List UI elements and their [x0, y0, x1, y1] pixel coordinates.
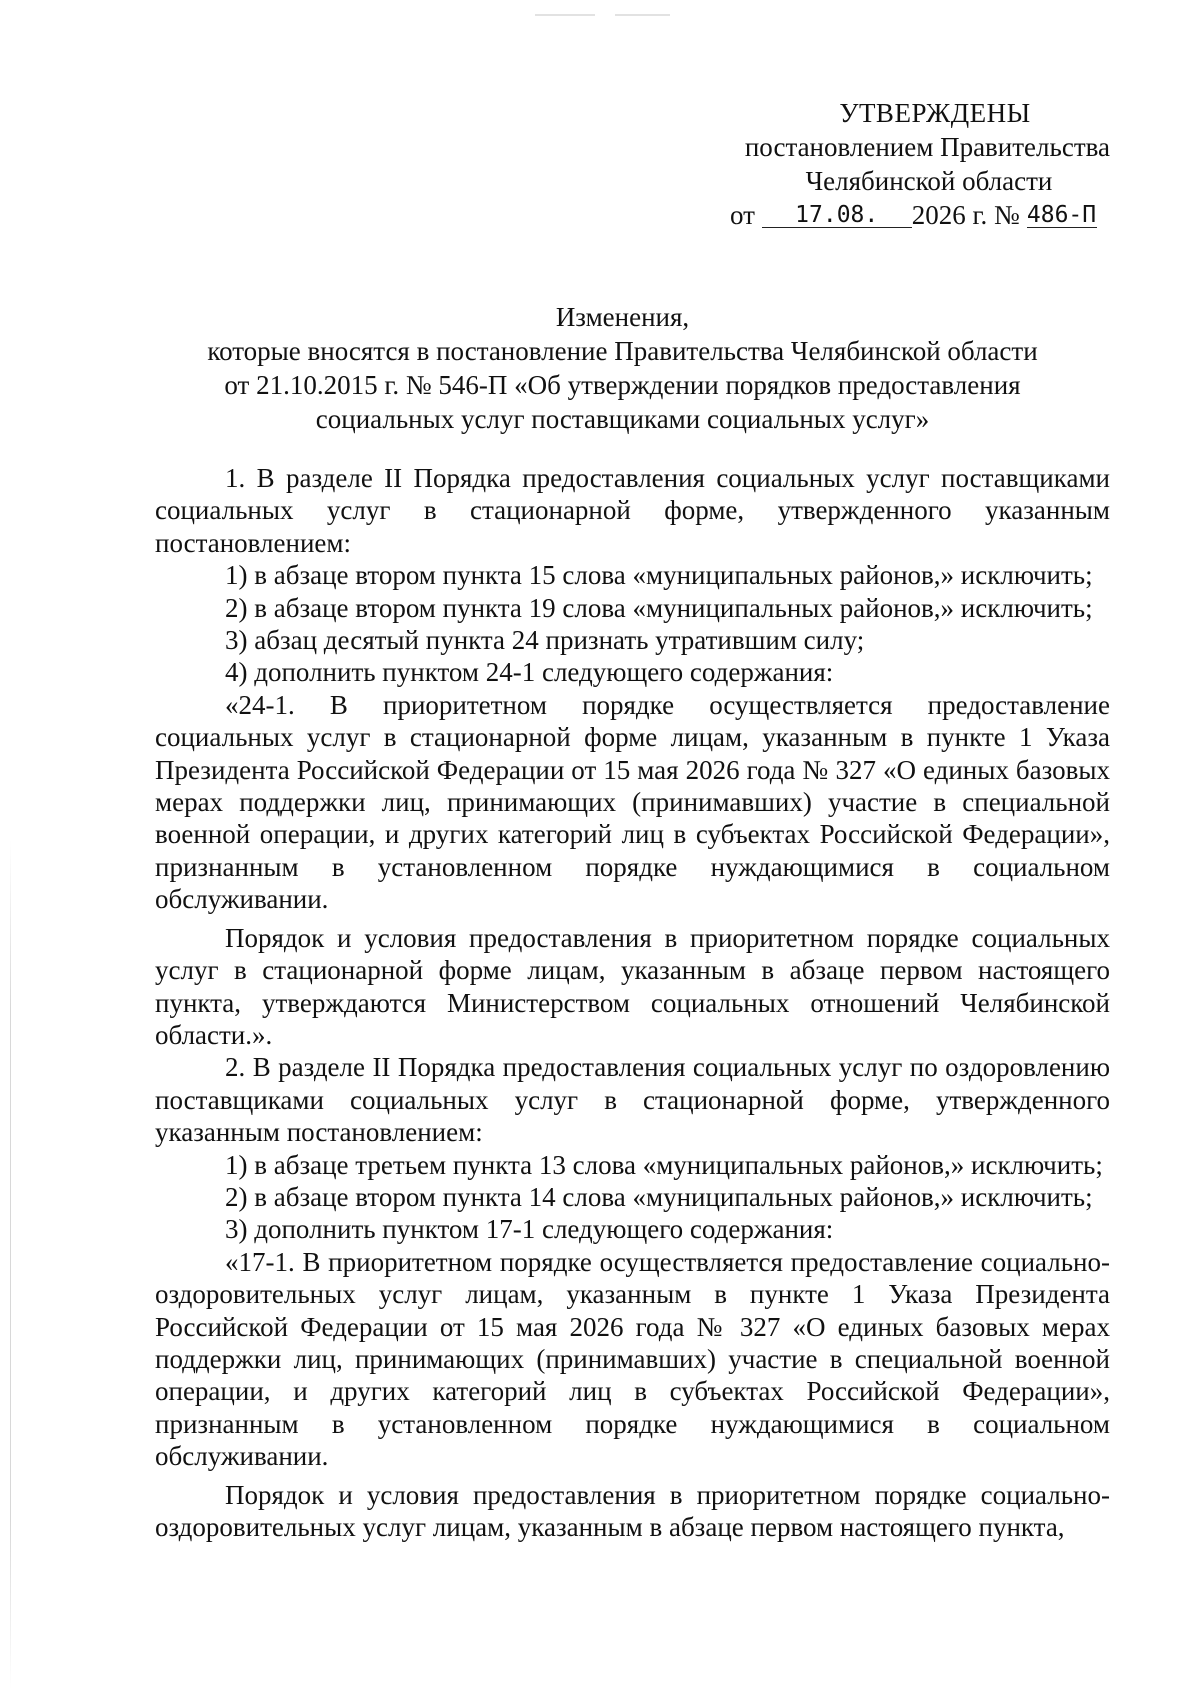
paragraph-17-1-order: Порядок и условия предоставления в приоритетном порядке социально-оздоровительных услуг лицам, указанным в абзаце первом настоящего пункта, [155, 1479, 1110, 1542]
paragraph-1-4: 4) дополнить пунктом 24-1 следующего содержания: [225, 657, 834, 688]
paragraph-2-2: 2) в абзаце втором пункта 14 слова «муниципальных районов,» исключить; [225, 1181, 1093, 1212]
paragraph-1-1: 1) в абзаце втором пункта 15 слова «муниципальных районов,» исключить; [225, 560, 1093, 591]
document-body [155, 462, 1110, 1543]
approval-stamp-block [730, 96, 1120, 232]
paragraph-24-1-order: Порядок и условия предоставления в приоритетном порядке социальных услуг в стационарной форме лицам, указанным в абзаце первом настоящего пункта, утверждаются Министерством социальных отношений Челябинской области.». [155, 922, 1110, 1050]
approval-date-value: 17.08. [762, 203, 912, 228]
scan-artifact [535, 14, 595, 16]
title-line-1: Изменения, [555, 302, 690, 332]
paragraph-1-2: 2) в абзаце втором пункта 19 слова «муниципальных районов,» исключить; [225, 592, 1093, 623]
title-line-3: от 21.10.2015 г. № 546-П «Об утверждении порядков предоставления [224, 370, 1021, 400]
paragraph-section-1: 1. В разделе II Порядка предоставления социальных услуг поставщиками социальных услуг в стационарной форме, утвержденного указанным постановлением: [155, 463, 1110, 558]
scan-artifact [615, 14, 670, 16]
scan-edge [10, 840, 11, 1690]
approval-date-prefix: от [730, 200, 755, 230]
paragraph-2-3: 3) дополнить пунктом 17-1 следующего содержания: [225, 1214, 834, 1245]
approval-title: УТВЕРЖДЕНЫ [839, 98, 1031, 128]
approval-year: 2026 г. № [911, 200, 1020, 230]
document-title [140, 300, 1105, 436]
approval-number-value: 486-П [1026, 202, 1097, 228]
paragraph-2-1: 1) в абзаце третьем пункта 13 слова «муниципальных районов,» исключить; [225, 1149, 1103, 1180]
approval-line-2: постановлением Правительства [744, 132, 1110, 162]
paragraph-1-3: 3) абзац десятый пункта 24 признать утратившим силу; [225, 625, 865, 656]
approval-line-3: Челябинской области [805, 166, 1053, 196]
paragraph-17-1: «17-1. В приоритетном порядке осуществляется предоставление социально-оздоровительных услуг лицам, указанным в пункте 1 Указа Президента Российской Федерации от 15 мая 2026 года № 327 «О единых базовых мерах поддержки лиц, принимающих (принимавших) участие в специальной военной операции, и других категорий лиц в субъектах Российской Федерации», признанным в установленном порядке нуждающимися в социальном обслуживании. [155, 1246, 1110, 1472]
approval-date-line [730, 198, 1120, 232]
paragraph-section-2: 2. В разделе II Порядка предоставления социальных услуг по оздоровлению поставщиками социальных услуг в стационарной форме, утвержденного указанным постановлением: [155, 1052, 1110, 1148]
title-line-4: социальных услуг поставщиками социальных услуг» [315, 404, 930, 434]
paragraph-24-1: «24-1. В приоритетном порядке осуществляется предоставление социальных услуг в стационарной форме лицам, указанным в пункте 1 Указа Президента Российской Федерации от 15 мая 2026 года № 327 «О единых базовых мерах поддержки лиц, принимающих (принимавших) участие в специальной военной операции, и других категорий лиц в субъектах Российской Федерации», признанным в установленном порядке нуждающимися в социальном обслуживании. [155, 689, 1110, 915]
title-line-2: которые вносятся в постановление Правительства Челябинской области [207, 336, 1038, 366]
